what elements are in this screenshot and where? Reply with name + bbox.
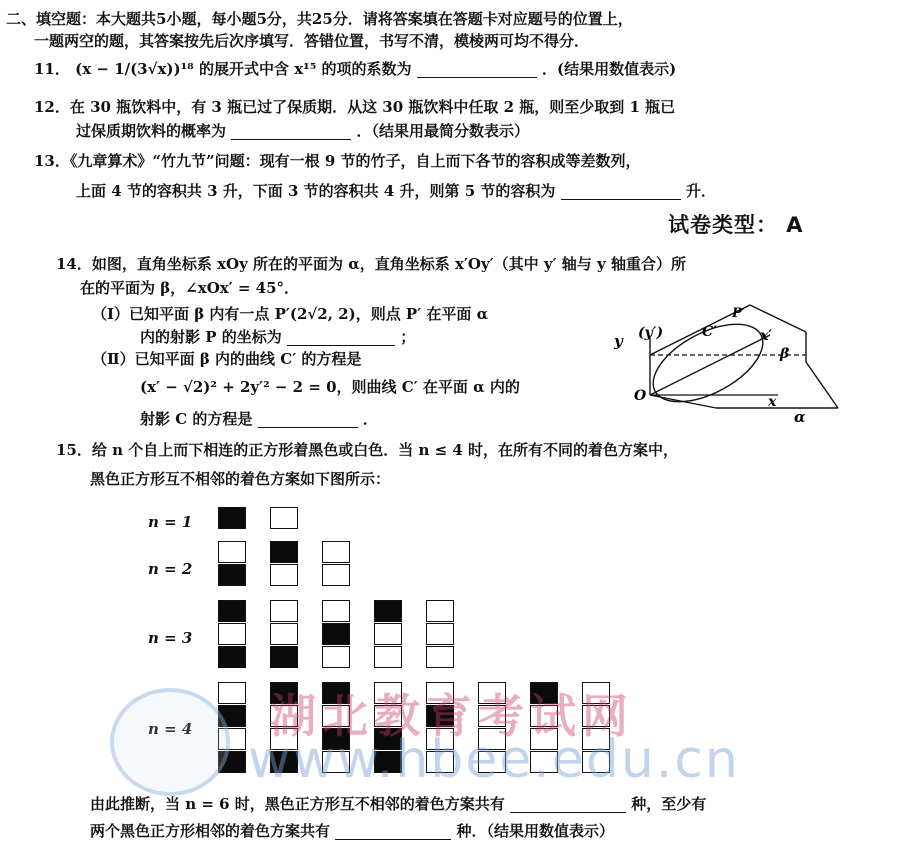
label-x-prime: x′ xyxy=(760,328,773,344)
label-alpha: α xyxy=(794,408,806,426)
q14-p2-end: ． xyxy=(362,410,378,428)
watermark-logo xyxy=(110,688,230,796)
q11-note: ．(结果用数值表示) xyxy=(541,60,677,78)
q14-part2-a: （Ⅱ）已知平面 β 内的曲线 C′ 的方程是 xyxy=(92,350,362,368)
black-square xyxy=(218,564,246,586)
label-beta: β xyxy=(780,346,790,362)
q15-c1-text: 由此推断，当 n = 6 时，黑色正方形互不相邻的着色方案共有 xyxy=(90,795,505,813)
black-square xyxy=(218,507,246,529)
question-12-line1: 12．在 30 瓶饮料中，有 3 瓶已过了保质期．从这 30 瓶饮料中任取 2 瓶，则至少取到 1 瓶已 xyxy=(34,98,676,116)
white-square xyxy=(270,564,298,586)
label-c-prime: C′ xyxy=(702,324,717,340)
q14-p2-text: 射影 C 的方程是 xyxy=(140,410,253,428)
black-square xyxy=(270,646,298,668)
n-label: n = 4 xyxy=(148,720,193,738)
watermark-site-name: 湖北教育考试网 xyxy=(270,689,634,743)
black-square xyxy=(374,600,402,622)
label-x: x xyxy=(768,394,777,410)
q12-note: ．（结果用最简分数表示） xyxy=(356,122,529,140)
question-13-line1: 13．《九章算术》“竹九节”问题：现有一根 9 节的竹子，自上而下各节的容积成等差数列， xyxy=(34,152,641,170)
q12-text: 过保质期饮料的概率为 xyxy=(76,122,227,140)
white-square xyxy=(218,682,246,704)
white-square xyxy=(322,646,350,668)
white-square xyxy=(270,600,298,622)
n-label: n = 2 xyxy=(148,560,193,578)
black-square xyxy=(322,623,350,645)
q13-unit: 升． xyxy=(685,182,716,200)
section-heading-line2: 一题两空的题，其答案按先后次序填写．答错位置，书写不清，模棱两可均不得分． xyxy=(34,32,590,50)
q14-p1-text: 内的射影 P 的坐标为 xyxy=(140,328,282,346)
white-square xyxy=(322,541,350,563)
q14-p1-end: ； xyxy=(400,328,416,346)
watermark-url: www.hbee.edu.cn xyxy=(248,730,740,790)
n-label: n = 1 xyxy=(148,513,193,531)
q15-c1-end: 种，至少有 xyxy=(631,795,707,813)
q11-formula: (x − 1/(3√x))¹⁸ 的展开式中含 x¹⁵ 的项的系数为 xyxy=(75,60,412,78)
q11-text: 11． xyxy=(34,60,70,78)
q15-conclusion-line2 xyxy=(90,822,614,840)
white-square xyxy=(374,646,402,668)
black-square xyxy=(218,600,246,622)
white-square xyxy=(322,600,350,622)
white-square xyxy=(218,541,246,563)
white-square xyxy=(218,623,246,645)
black-square xyxy=(270,541,298,563)
q13-text: 上面 4 节的容积共 3 升，下面 3 节的容积共 4 升，则第 5 节的容积为 xyxy=(76,182,556,200)
label-y: y xyxy=(614,332,623,350)
paper-type-label: 试卷类型： A xyxy=(668,213,804,237)
n-label: n = 3 xyxy=(148,629,193,647)
question-15-line2: 黑色正方形互不相邻的着色方案如下图所示： xyxy=(90,470,391,488)
white-square xyxy=(270,507,298,529)
q14-part1-a: （Ⅰ）已知平面 β 内有一点 P′(2√2, 2)，则点 P′ 在平面 α xyxy=(92,305,489,323)
answer-blank[interactable] xyxy=(335,825,451,840)
q14-part2-b: (x′ − √2)² + 2y′² − 2 = 0，则曲线 C′ 在平面 α 内的 xyxy=(140,378,520,396)
q15-c2-end: 种．（结果用数值表示） xyxy=(456,822,614,840)
q15-c2-text: 两个黑色正方形相邻的着色方案共有 xyxy=(90,822,331,840)
white-square xyxy=(374,623,402,645)
question-14-line2: 在的平面为 β，∠xOx′ = 45°． xyxy=(80,279,300,297)
label-y-prime: (y′) xyxy=(638,325,664,341)
white-square xyxy=(426,623,454,645)
white-square xyxy=(426,646,454,668)
black-square xyxy=(218,646,246,668)
label-origin: O xyxy=(634,388,647,404)
label-p-prime: P′ xyxy=(732,306,746,321)
white-square xyxy=(270,623,298,645)
q15-conclusion-line1 xyxy=(90,795,706,813)
section-heading-line1: 二、填空题：本大题共5小题，每小题5分，共25分．请将答案填在答题卡对应题号的位置上， xyxy=(6,10,633,28)
white-square xyxy=(322,564,350,586)
answer-blank[interactable] xyxy=(510,798,626,813)
question-14-line1: 14．如图，直角坐标系 xOy 所在的平面为 α，直角坐标系 x′Oy′（其中 y′ 轴与 y 轴重合）所 xyxy=(56,255,686,273)
white-square xyxy=(426,600,454,622)
question-15-line1: 15．给 n 个自上而下相连的正方形着黑色或白色．当 n ≤ 4 时，在所有不同的着色方案中， xyxy=(56,441,679,459)
